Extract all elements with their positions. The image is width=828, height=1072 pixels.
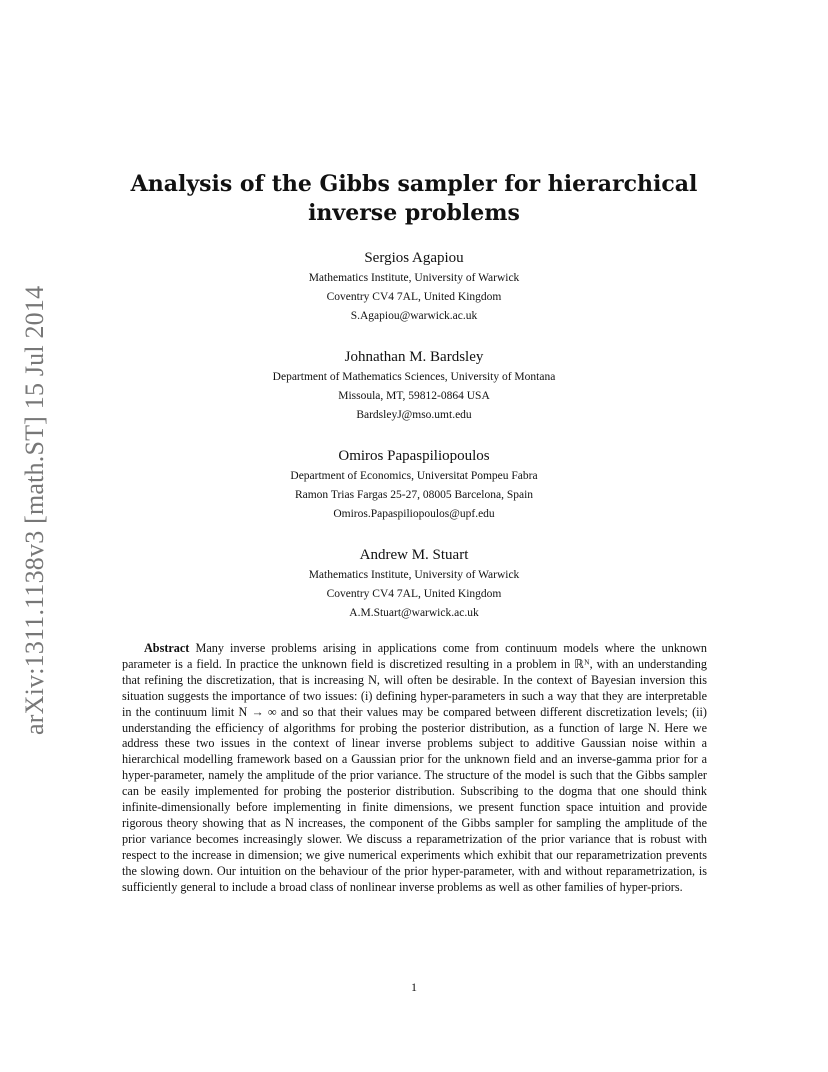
- abstract-paragraph: [122, 641, 707, 896]
- author-block: [120, 248, 708, 326]
- author-name: Omiros Papaspiliopoulos: [338, 448, 490, 464]
- author-address: Missoula, MT, 59812-0864 USA: [338, 390, 490, 402]
- author-name: Andrew M. Stuart: [359, 547, 469, 563]
- author-email: S.Agapiou@warwick.ac.uk: [350, 310, 478, 322]
- author-block: [120, 446, 708, 524]
- author-affiliation: Mathematics Institute, University of Warwick: [308, 272, 520, 284]
- author-email: A.M.Stuart@warwick.ac.uk: [349, 607, 479, 619]
- author-block: [120, 545, 708, 623]
- author-address: Ramon Trias Fargas 25-27, 08005 Barcelona, Spain: [294, 489, 534, 501]
- author-affiliation: Department of Economics, Universitat Pompeu Fabra: [290, 470, 538, 482]
- author-block: [120, 347, 708, 425]
- author-list: [120, 248, 708, 644]
- abstract-text: Many inverse problems arising in applications come from continuum models where the unknown parameter is a field. In practice the unknown field is discretized resulting in a problem in ℝᴺ, with an understanding that refining the discretization, that is increasing N, will often be desirable. In the context of Bayesian inversion this situation suggests the importance of two issues: (i) defining hyper-parameters in such a way that they are interpretable in the continuum limit N → ∞ and so that their values may be compared between different discretization levels; (ii) understanding the efficiency of algorithms for probing the posterior distribution, as a function of large N. Here we address these two issues in the context of linear inverse problems subject to additive Gaussian noise within a hierarchical modelling framework based on a Gaussian prior for the unknown field and an inverse-gamma prior for a hyper-parameter, namely the amplitude of the prior variance. The structure of the model is such that the Gibbs sampler can be easily implemented for probing the posterior distribution. Subscribing to the dogma that one should think infinite-dimensionally before implementing in finite dimensions, we present function space intuition and provide rigorous theory showing that as N increases, the component of the Gibbs sampler for sampling the amplitude of the prior variance becomes increasingly slower. We discuss a reparametrization of the prior variance that is robust with respect to the increase in dimension; we give numerical experiments which exhibit that our reparametrization prevents the slowing down. Our intuition on the behaviour of the prior hyper-parameter, with and without reparametrization, is sufficiently general to include a broad class of nonlinear inverse problems as well as other families of hyper-priors.: [122, 641, 707, 894]
- arxiv-identifier-stamp: arXiv:1311.1138v3 [math.ST] 15 Jul 2014: [20, 285, 49, 735]
- author-address: Coventry CV4 7AL, United Kingdom: [326, 291, 502, 303]
- author-email: Omiros.Papaspiliopoulos@upf.edu: [333, 508, 495, 520]
- page-number: 1: [411, 980, 417, 994]
- author-email: BardsleyJ@mso.umt.edu: [356, 409, 472, 421]
- abstract-label: Abstract: [144, 641, 190, 655]
- paper-title: Analysis of the Gibbs sampler for hierarchical inverse problems: [130, 171, 698, 226]
- author-affiliation: Department of Mathematics Sciences, University of Montana: [272, 371, 556, 383]
- author-affiliation: Mathematics Institute, University of Warwick: [308, 569, 520, 581]
- author-name: Johnathan M. Bardsley: [344, 349, 484, 365]
- author-address: Coventry CV4 7AL, United Kingdom: [326, 588, 502, 600]
- author-name: Sergios Agapiou: [364, 250, 464, 266]
